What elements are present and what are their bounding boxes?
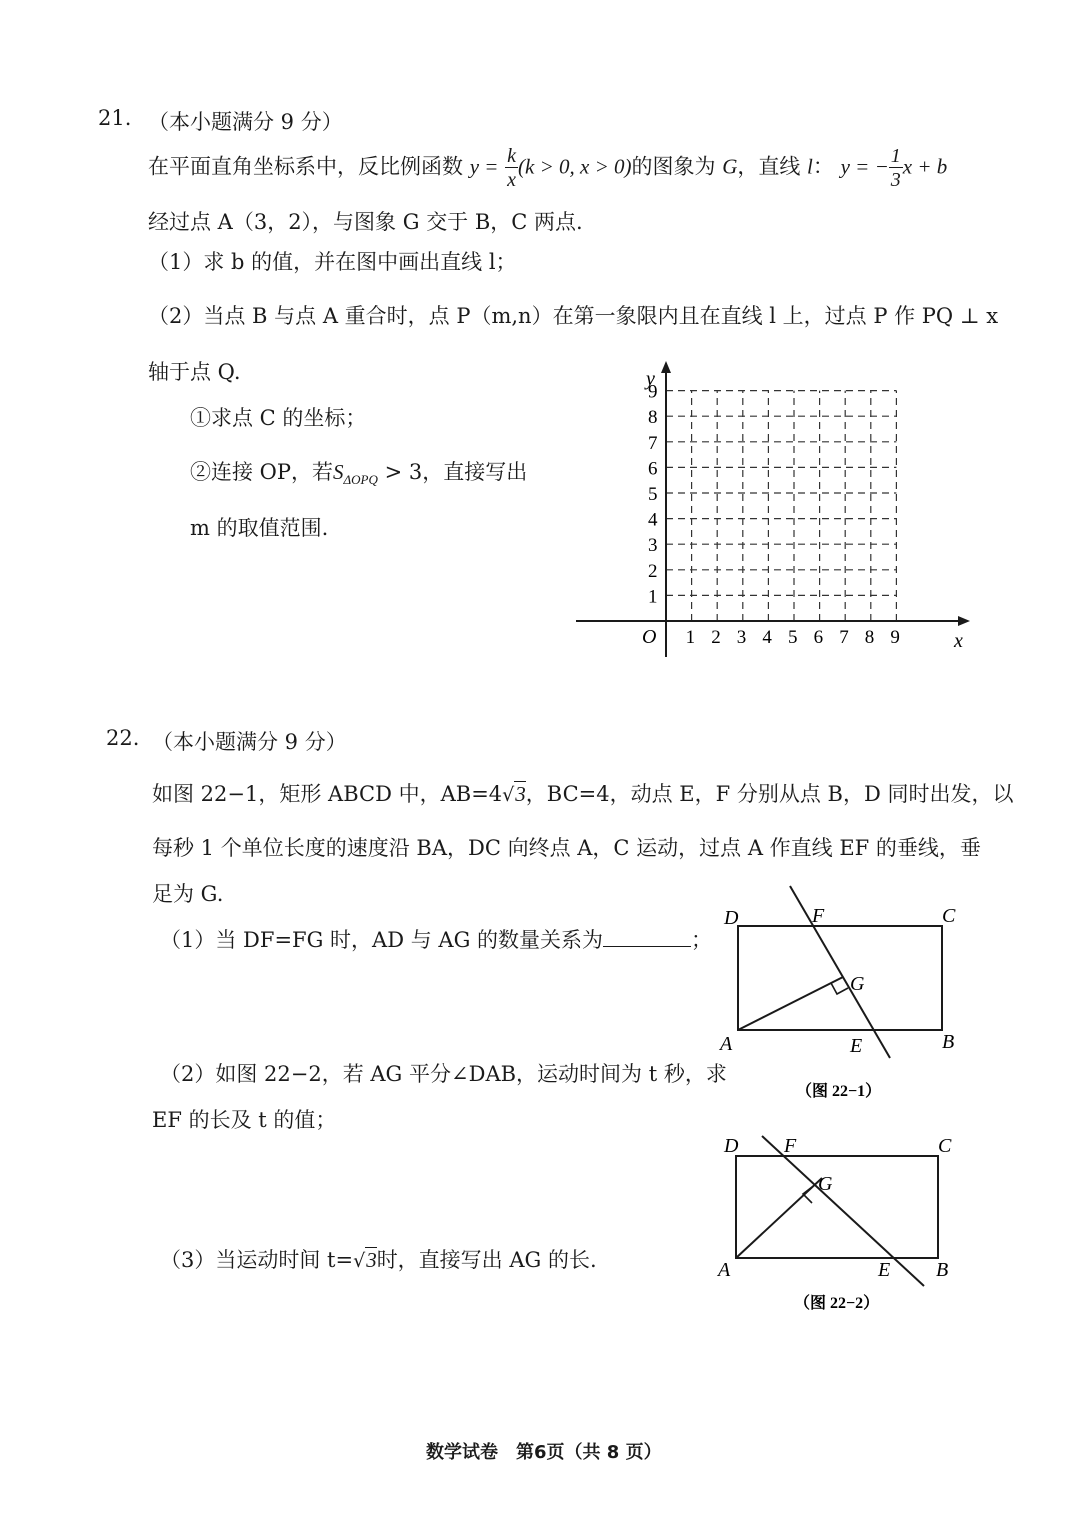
frac-denominator: 3: [890, 169, 901, 191]
q21-text: ：: [812, 154, 834, 179]
label-g: G: [818, 1173, 833, 1195]
grid-lines: [666, 391, 896, 621]
y-tick-label: 4: [648, 509, 658, 531]
rectangle-abcd: [736, 1156, 938, 1258]
y-tick-label: 8: [648, 407, 658, 429]
x-tick-label: 9: [890, 627, 900, 648]
q21-line-y: y = −: [840, 154, 889, 179]
frac-numerator: 1: [890, 145, 901, 167]
coordinate-grid: [560, 355, 980, 665]
q21-text: 在平面直角坐标系中，反比例函数: [148, 154, 463, 179]
label-c: C: [938, 1135, 952, 1157]
sqrt-icon: √: [353, 1250, 366, 1272]
y-axis-arrow-icon: [661, 361, 671, 373]
label-c: C: [942, 905, 956, 927]
label-f: F: [784, 1135, 797, 1157]
y-tick-label: 9: [648, 381, 658, 403]
x-tick-label: 1: [685, 627, 696, 648]
label-f: F: [812, 905, 825, 927]
q22-part3: [160, 1244, 597, 1274]
q22-part1: [160, 924, 712, 954]
y-tick-label: 6: [648, 458, 658, 480]
answer-blank[interactable]: [603, 928, 691, 947]
q21-area-symbol: S: [333, 460, 344, 484]
q22-sqrt-value: 3: [366, 1248, 377, 1272]
figure-22-1: [710, 880, 970, 1110]
right-angle-icon: [831, 983, 848, 994]
segment-ag: [738, 977, 843, 1030]
q21-fn-condition: (k > 0, x > 0): [518, 154, 632, 179]
x-axis-label: x: [954, 630, 963, 652]
label-d: D: [724, 907, 739, 929]
figure-caption: （图 22−2）: [794, 1295, 880, 1312]
y-tick-label: 1: [648, 586, 658, 608]
x-tick-label: 6: [813, 627, 824, 648]
q21-number: 21.: [98, 106, 132, 130]
frac-denominator: x: [507, 169, 517, 191]
y-tick-labels: [648, 382, 658, 608]
q21-fraction-one-third: [889, 146, 903, 190]
q22-paragraph-line1: [152, 778, 1013, 808]
q21-part2: （2）当点 B 与点 A 重合时，点 P（m,n）在第一象限内且在直线 l 上，过点 P 作 PQ ⊥ x: [148, 304, 999, 328]
q22-part1-end: ；: [691, 928, 713, 952]
line-ef: [790, 886, 890, 1058]
q22-paragraph-line2: 每秒 1 个单位长度的速度沿 BA，DC 向终点 A，C 运动，过点 A 作直线 EF 的垂线，垂: [152, 836, 981, 860]
label-a: A: [720, 1033, 733, 1055]
q21-line-tail: x + b: [902, 154, 948, 179]
y-axis-label: y: [646, 368, 655, 390]
x-tick-label: 5: [788, 627, 798, 648]
q22-part2-cont: EF 的长及 t 的值；: [152, 1108, 337, 1132]
q21-sub2-text: > 3，直接写出: [377, 460, 528, 484]
frac-numerator: k: [507, 145, 517, 167]
x-tick-label: 4: [762, 627, 772, 648]
q22-part1-text: （1）当 DF=FG 时，AD 与 AG 的数量关系为: [160, 928, 604, 952]
q21-text: 的图象为: [631, 154, 716, 179]
label-a: A: [718, 1259, 731, 1281]
q22-number: 22.: [106, 726, 140, 750]
q21-header: （本小题满分 9 分）: [148, 110, 343, 134]
q21-fn-y: y =: [469, 154, 499, 179]
q22-text: 如图 22−1，矩形 ABCD 中，AB=4: [152, 782, 503, 806]
origin-label: O: [642, 626, 657, 648]
q21-statement-line1: [148, 146, 947, 190]
q21-text: ，直线: [737, 154, 801, 179]
page-footer: 数学试卷 第6页（共 8 页）: [426, 1442, 662, 1463]
x-tick-labels: [686, 627, 900, 648]
figure-22-2: [710, 1128, 970, 1318]
q21-part1: （1）求 b 的值，并在图中画出直线 l；: [148, 250, 517, 274]
label-b: B: [936, 1259, 949, 1281]
y-tick-label: 5: [648, 484, 658, 505]
q21-area-subscript: ΔOPQ: [343, 472, 378, 488]
y-tick-label: 2: [648, 560, 658, 582]
label-d: D: [724, 1135, 739, 1157]
x-axis-arrow-icon: [958, 616, 970, 626]
sqrt-icon: √: [502, 784, 515, 806]
x-tick-label: 3: [736, 627, 747, 648]
x-tick-label: 7: [839, 627, 849, 648]
q21-sub2-cont: m 的取值范围.: [190, 516, 329, 540]
q22-paragraph-line3: 足为 G.: [152, 882, 224, 906]
label-b: B: [942, 1031, 955, 1053]
q21-part2-cont: 轴于点 Q.: [148, 360, 241, 384]
q22-part3-text: （3）当运动时间 t=: [160, 1248, 354, 1272]
y-tick-label: 7: [648, 432, 658, 454]
q22-part3-text: 时，直接写出 AG 的长.: [376, 1248, 597, 1272]
y-tick-label: 3: [648, 535, 658, 557]
q21-fraction-k-over-x: [505, 146, 518, 190]
label-e: E: [850, 1035, 863, 1057]
x-tick-label: 8: [864, 627, 875, 648]
q21-sub2-text: ②连接 OP，若: [190, 460, 334, 484]
figure-caption: （图 22−1）: [796, 1083, 882, 1100]
q22-text: ，BC=4，动点 E，F 分别从点 B，D 同时出发，以: [525, 782, 1014, 806]
q22-sqrt-value: 3: [515, 782, 526, 806]
q21-sub2: [190, 456, 527, 488]
label-e: E: [878, 1259, 891, 1281]
q21-l-letter: l: [807, 154, 813, 179]
q22-header: （本小题满分 9 分）: [152, 730, 347, 754]
label-g: G: [850, 973, 865, 995]
q21-sub1: ①求点 C 的坐标；: [190, 406, 367, 430]
q22-part2: （2）如图 22−2，若 AG 平分∠DAB，运动时间为 t 秒，求: [160, 1062, 727, 1086]
q21-g-letter: G: [722, 154, 738, 179]
x-tick-label: 2: [711, 627, 721, 648]
q21-statement-line2: 经过点 A（3，2），与图象 G 交于 B，C 两点.: [148, 210, 583, 234]
